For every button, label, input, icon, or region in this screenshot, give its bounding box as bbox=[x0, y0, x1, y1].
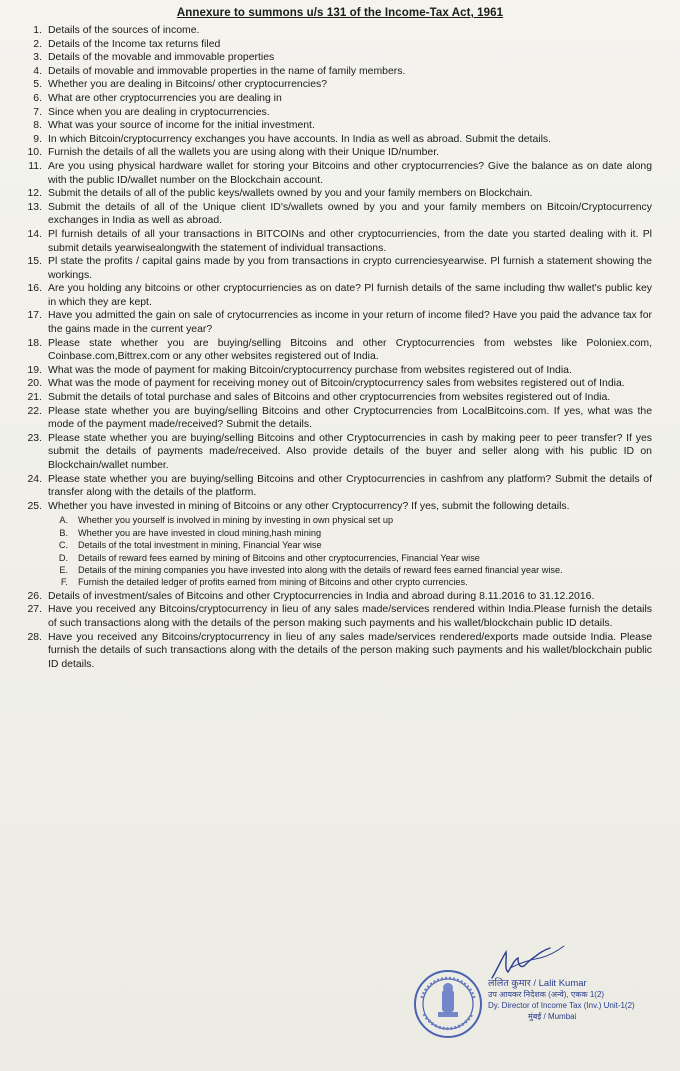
sub-item bbox=[54, 514, 652, 526]
item-number: 17. bbox=[27, 310, 42, 322]
item-text: Details of the Income tax returns filed bbox=[48, 38, 221, 50]
officer-stamp bbox=[488, 978, 638, 1022]
list-item bbox=[14, 92, 652, 106]
item-number: 6. bbox=[33, 92, 42, 104]
sub-item-text: Whether you yourself is involved in mining by investing in own physical set up bbox=[78, 515, 394, 526]
sub-item-letter: C. bbox=[58, 540, 68, 551]
officer-city: मुंबई / Mumbai bbox=[528, 1012, 577, 1021]
list-item bbox=[14, 65, 652, 79]
item-number: 20. bbox=[27, 378, 42, 390]
item-text: Details of movable and immovable properties in the name of family members. bbox=[48, 65, 406, 77]
item-number: 27. bbox=[27, 604, 42, 616]
sub-item-letter: B. bbox=[59, 527, 68, 538]
item-number: 18. bbox=[27, 337, 42, 349]
list-item bbox=[14, 187, 652, 201]
item-number: 19. bbox=[27, 364, 42, 376]
item-number: 1. bbox=[33, 25, 42, 36]
item-number: 16. bbox=[27, 283, 42, 295]
item-text: Are you using physical hardware wallet for storing your Bitcoins and other cryptocurrencies? Give the balance as on date along with the public ID/wallet number on the Blockchain account. bbox=[48, 160, 652, 186]
item-text: Since when you are dealing in cryptocurrencies. bbox=[48, 106, 270, 118]
item-number: 2. bbox=[33, 38, 42, 50]
item-number: 28. bbox=[27, 631, 42, 643]
list-item bbox=[14, 405, 652, 432]
list-item bbox=[14, 78, 652, 92]
sub-item-text: Details of reward fees earned by mining of Bitcoins and other cryptocurrencies, Financial Year wise bbox=[78, 552, 480, 563]
list-item bbox=[14, 106, 652, 120]
item-number: 22. bbox=[27, 405, 42, 417]
item-number: 12. bbox=[27, 188, 42, 200]
item-number: 11. bbox=[28, 160, 42, 172]
list-item bbox=[14, 255, 652, 282]
item-number: 7. bbox=[33, 106, 42, 118]
list-item bbox=[14, 603, 652, 630]
item-number: 5. bbox=[33, 79, 42, 91]
mining-subitems bbox=[54, 514, 652, 588]
item-text: Whether you have invested in mining of Bitcoins or any other Cryptocurrency? If yes, submit the following details. bbox=[48, 500, 570, 512]
sub-item bbox=[54, 539, 652, 551]
item-text: Please state whether you are buying/selling Bitcoins and other Cryptocurrencies in cashfrom any platform? Submit the details of transfer along with the details of the platform. bbox=[48, 473, 652, 499]
item-number: 23. bbox=[27, 432, 42, 444]
sub-item-text: Details of the mining companies you have invested into along with the details of reward fees earned financial year wise. bbox=[78, 565, 563, 575]
item-number: 8. bbox=[33, 120, 42, 132]
list-item bbox=[14, 51, 652, 65]
sub-item bbox=[54, 564, 652, 576]
item-number: 10. bbox=[27, 147, 42, 159]
questions-list bbox=[14, 24, 652, 671]
list-item bbox=[14, 631, 652, 672]
item-number: 24. bbox=[27, 473, 42, 485]
item-text: Pl state the profits / capital gains made by you from transactions in crypto currenciesyearwise. Pl furnish a statement showing the workings. bbox=[48, 256, 652, 281]
list-item bbox=[14, 432, 652, 473]
signature-scribble bbox=[488, 938, 568, 982]
list-item bbox=[14, 377, 652, 391]
item-number: 14. bbox=[27, 228, 42, 240]
item-text: Please state whether you are buying/selling Bitcoins and other Cryptocurrencies from LocalBitcoins.com. If yes, what was the mode of the payment made/received? Submit the details. bbox=[48, 405, 652, 431]
sub-item bbox=[54, 576, 652, 588]
sub-item-text: Details of the total investment in mining, Financial Year wise bbox=[78, 540, 322, 551]
list-item bbox=[14, 146, 652, 160]
item-text: What was your source of income for the initial investment. bbox=[48, 120, 315, 132]
item-text: Whether you are dealing in Bitcoins/ other cryptocurrencies? bbox=[48, 79, 328, 91]
item-text: Details of investment/sales of Bitcoins and other Cryptocurrencies in India and abroad during 8.11.2016 to 31.12.2016. bbox=[48, 590, 595, 602]
list-item bbox=[14, 24, 652, 38]
item-text: Have you received any Bitcoins/cryptocurrency in lieu of any sales made/services rendered within India.Please furnish the details of such transactions along with the details of the person making such payments and his wallet/blockchain public ID details. bbox=[48, 604, 652, 629]
list-item bbox=[14, 160, 652, 187]
item-number: 26. bbox=[27, 590, 42, 602]
sub-item-letter: F. bbox=[60, 577, 68, 588]
sub-item-letter: A. bbox=[59, 515, 68, 526]
item-text: Submit the details of total purchase and sales of Bitcoins and other cryptocurrencies from websites registered out of India. bbox=[48, 392, 611, 404]
list-item bbox=[14, 473, 652, 500]
item-number: 15. bbox=[27, 256, 42, 268]
list-item bbox=[14, 337, 652, 364]
item-text: Submit the details of all of the Unique client ID's/wallets owned by you and your family members on Bitcoin/Cryptocurrency exchanges in India as well as abroad. bbox=[48, 201, 652, 227]
item-number: 25. bbox=[27, 500, 42, 512]
document-title: Annexure to summons u/s 131 of the Income-Tax Act, 1961 bbox=[176, 7, 504, 19]
list-item bbox=[14, 228, 652, 255]
list-item bbox=[14, 500, 652, 514]
sub-item-text: Furnish the detailed ledger of profits earned from mining of Bitcoins and other crypto currencies. bbox=[78, 577, 468, 588]
item-number: 3. bbox=[33, 52, 42, 64]
officer-designation-hindi: उप आयकर निदेशक (अन्वे), एकक 1(2) bbox=[488, 990, 605, 999]
item-number: 21. bbox=[27, 392, 42, 404]
list-item bbox=[14, 133, 652, 147]
item-text: Please state whether you are buying/selling Bitcoins and other Cryptocurrencies in cash by making peer to peer transfer? If yes submit the details of payments made/received. Also provide details of the buyer and seller along with his public ID on Blockchain/wallet number. bbox=[48, 432, 652, 471]
list-item bbox=[14, 364, 652, 378]
sub-item bbox=[54, 552, 652, 564]
item-text: What are other cryptocurrencies you are dealing in bbox=[48, 92, 282, 104]
list-item bbox=[14, 201, 652, 228]
list-item bbox=[14, 391, 652, 405]
officer-name: ललित कुमार / Lalit Kumar bbox=[488, 978, 587, 989]
item-text: Details of the movable and immovable properties bbox=[48, 52, 275, 64]
sub-item bbox=[54, 527, 652, 539]
item-number: 9. bbox=[33, 133, 42, 145]
item-text: Submit the details of all of the public keys/wallets owned by you and your family members on Blockchain. bbox=[48, 188, 533, 200]
item-text: In which Bitcoin/cryptocurrency exchanges you have accounts. In India as well as abroad. Submit the details. bbox=[48, 133, 552, 145]
item-text: Please state whether you are buying/selling Bitcoins and other Cryptocurrencies from webstes like Poloniex.com, Coinbase.com,Bittrex.com or any other websites registered out of India. bbox=[48, 337, 652, 363]
officer-designation-english: Dy. Director of Income Tax (Inv.) Unit-1(2) bbox=[488, 1001, 635, 1010]
item-number: 13. bbox=[27, 201, 42, 213]
item-text: Have you received any Bitcoins/cryptocurrency in lieu of any sales made/services rendered/exports made outside India. Please furnish the details of such transactions along with the details of the person making such payments and his wallet/blockchain public ID details. bbox=[48, 631, 652, 670]
list-item bbox=[14, 119, 652, 133]
list-item bbox=[14, 282, 652, 309]
item-text: Pl furnish details of all your transactions in BITCOINs and other cryptocurriencies, from the date you started dealing with it. Pl submit details yearwisealongwith the statement of individual transactions. bbox=[48, 228, 652, 254]
item-text: Are you holding any bitcoins or other cryptocurriencies as on date? Pl furnish details of the same including thw wallet's public key in which they are kept. bbox=[48, 283, 652, 308]
list-item bbox=[14, 309, 652, 336]
official-seal-icon bbox=[412, 968, 484, 1040]
list-item bbox=[14, 590, 652, 604]
sub-item-letter: D. bbox=[58, 552, 68, 563]
item-number: 4. bbox=[33, 65, 42, 77]
item-text: What was the mode of payment for receiving money out of Bitcoin/cryptocurrency sales from websites registered out of India. bbox=[48, 378, 625, 390]
item-text: Have you admitted the gain on sale of crytocurrencies as income in your return of income filed? Have you paid the advance tax for the gains made in the current year? bbox=[48, 310, 652, 336]
item-text: What was the mode of payment for making Bitcoin/cryptocurrency purchase from websites registered out of India. bbox=[48, 364, 572, 376]
item-text: Furnish the details of all the wallets you are using along with their Unique ID/number. bbox=[48, 147, 440, 159]
sub-item-letter: E. bbox=[59, 565, 68, 575]
item-text: Details of the sources of income. bbox=[48, 25, 200, 36]
list-item bbox=[14, 38, 652, 52]
sub-item-text: Whether you are have invested in cloud mining,hash mining bbox=[78, 527, 322, 538]
